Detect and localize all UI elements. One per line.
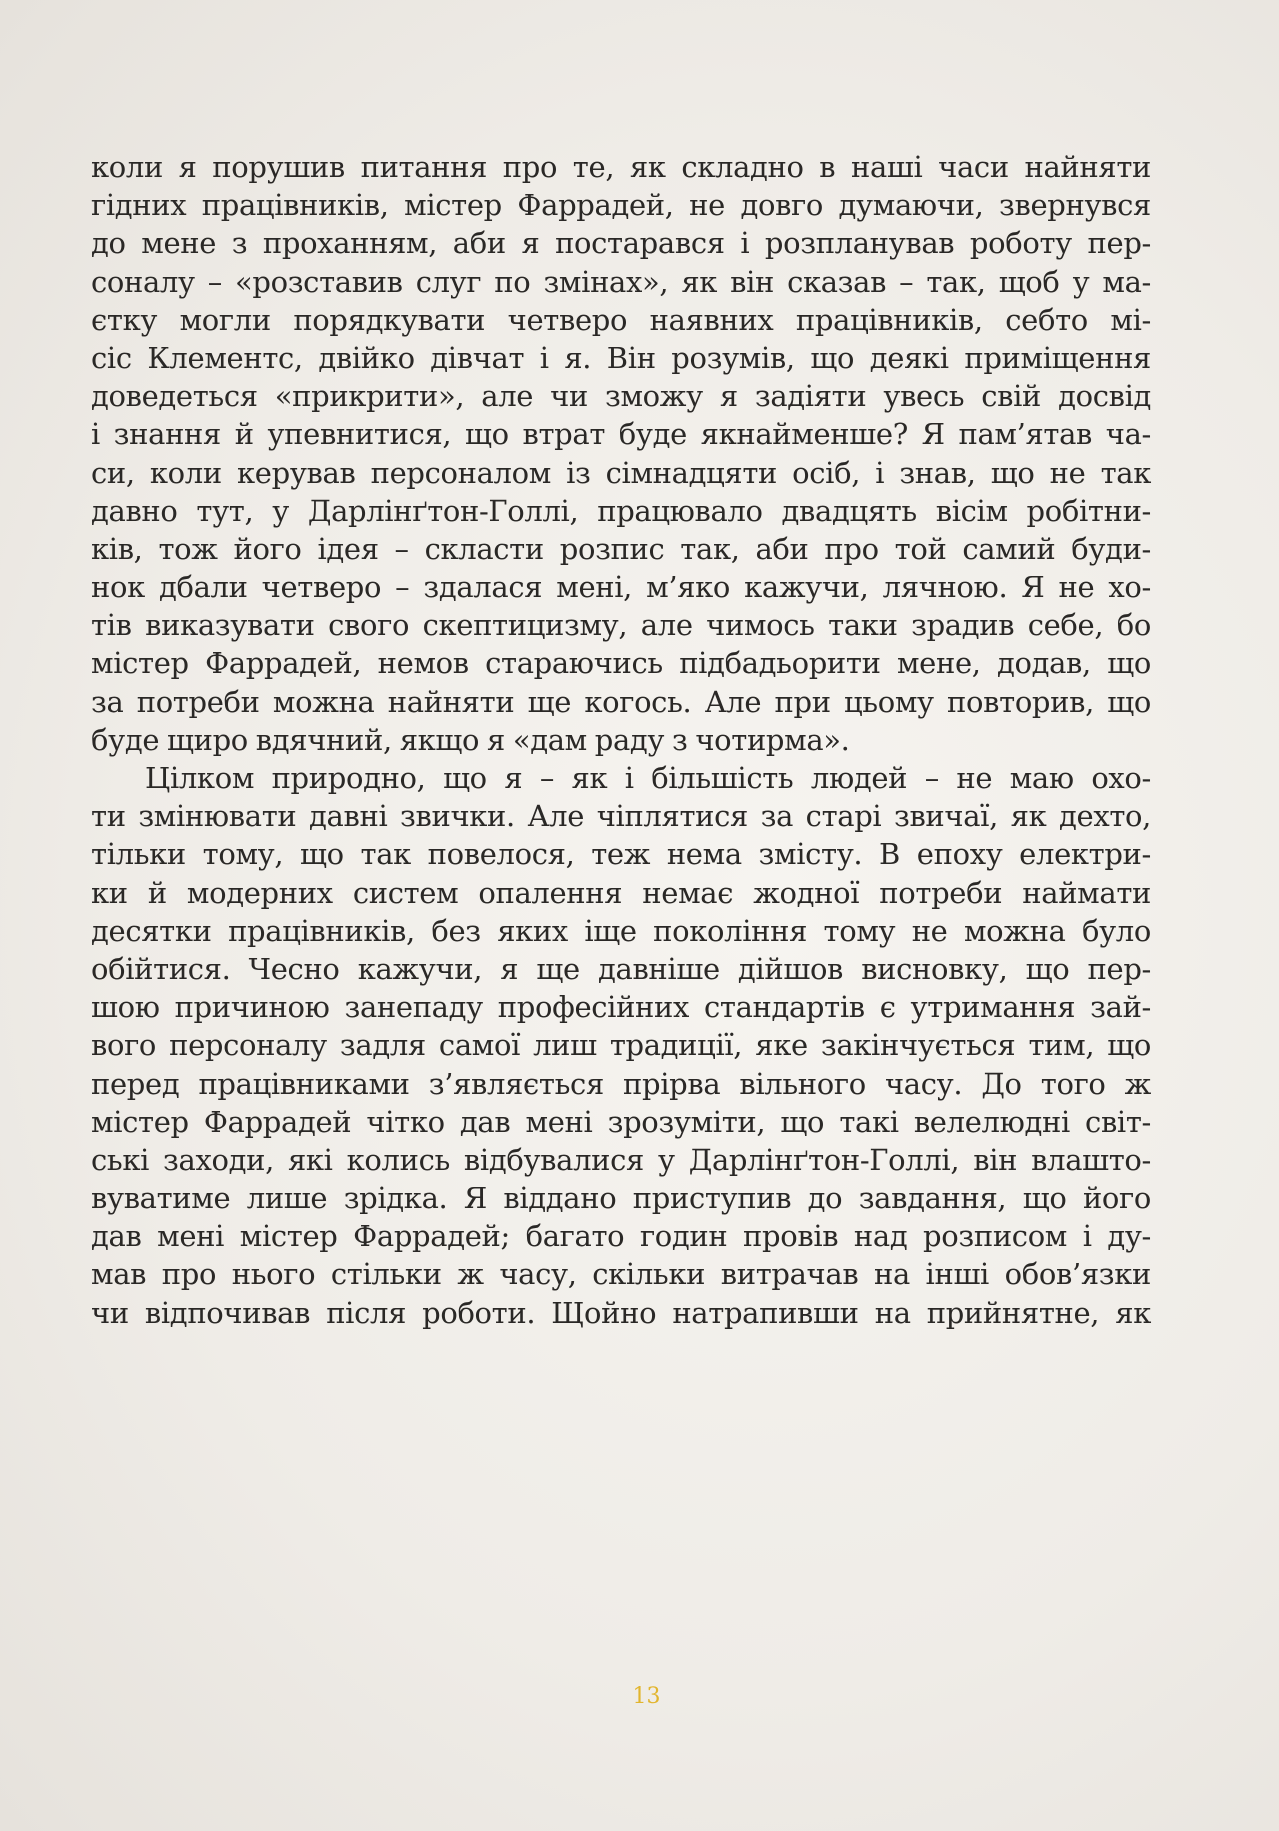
text-line: нок дбали четверо – здалася мені, м’яко кажучи, лячною. Я не хо-: [91, 570, 1151, 605]
text-line: коли я порушив питання про те, як складно в наші часи найняти: [91, 150, 1151, 184]
text-line: тів виказувати свого скептицизму, але чимось таки зрадив себе, бо: [91, 608, 1151, 643]
text-line: си, коли керував персоналом із сімнадцяти осіб, і знав, що не так: [91, 455, 1151, 490]
text-line: сіс Клементс, двійко дівчат і я. Він розумів, що деякі приміщення: [91, 340, 1151, 375]
text-line: ки й модерних систем опалення немає жодної потреби наймати: [91, 875, 1151, 910]
page-number: 13: [632, 1684, 661, 1709]
text-line: мав про нього стільки ж часу, скільки витрачав на інші обов’язки: [91, 1257, 1151, 1292]
text-line: за потреби можна найняти ще когось. Але при цьому повторив, що: [91, 684, 1151, 719]
text-line: чи відпочивав після роботи. Щойно натрапивши на прийнятне, як: [91, 1295, 1151, 1330]
text-line: і знання й упевнитися, що втрат буде якнайменше? Я пам’ятав ча-: [91, 417, 1151, 452]
text-line: тільки тому, що так повелося, теж нема змісту. В епоху електри-: [91, 837, 1151, 872]
text-line: вого персоналу задля самої лиш традиції, яке закінчується тим, що: [91, 1028, 1151, 1063]
text-line: доведеться «прикрити», але чи зможу я задіяти увесь свій досвід: [91, 379, 1151, 414]
text-line: до мене з проханням, аби я постарався і розпланував роботу пер-: [91, 226, 1151, 261]
text-line: містер Фаррадей, немов стараючись підбадьорити мене, додав, що: [91, 646, 1151, 681]
text-line: давно тут, у Дарлінґтон-Голлі, працювало двадцять вісім робітни-: [91, 493, 1151, 528]
text-line: гідних працівників, містер Фаррадей, не довго думаючи, звернувся: [91, 188, 1151, 223]
text-line: вуватиме лише зрідка. Я віддано приступив до завдання, що його: [91, 1181, 1151, 1216]
body-text: [91, 148, 1151, 1332]
text-line: містер Фаррадей чітко дав мені зрозуміти, що такі велелюдні світ-: [91, 1104, 1151, 1139]
text-line: шою причиною занепаду професійних стандартів є утримання зай-: [91, 990, 1151, 1025]
text-line: буде щиро вдячний, якщо я «дам раду з чотирма».: [91, 722, 850, 757]
paragraph-1: [91, 148, 1151, 759]
paragraph-2: [91, 759, 1151, 1332]
text-line: соналу – «розставив слуг по змінах», як він сказав – так, щоб у ма-: [91, 264, 1151, 299]
text-line: дав мені містер Фаррадей; багато годин провів над розписом і ду-: [91, 1219, 1151, 1254]
text-line: ків, тож його ідея – скласти розпис так, аби про той самий буди-: [91, 531, 1151, 566]
text-line: ські заходи, які колись відбувалися у Дарлінґтон-Голлі, він влашто-: [91, 1142, 1151, 1177]
text-line: Цілком природно, що я – як і більшість людей – не маю охо-: [145, 761, 1151, 795]
text-line: перед працівниками з’являється прірва вільного часу. До того ж: [91, 1066, 1151, 1101]
text-line: єтку могли порядкувати четверо наявних працівників, себто мі-: [91, 302, 1151, 337]
text-line: обійтися. Чесно кажучи, я ще давніше дійшов висновку, що пер-: [91, 951, 1151, 986]
text-line: ти змінювати давні звички. Але чіплятися за старі звичаї, як дехто,: [91, 799, 1151, 834]
text-line: десятки працівників, без яких іще покоління тому не можна було: [91, 913, 1151, 948]
